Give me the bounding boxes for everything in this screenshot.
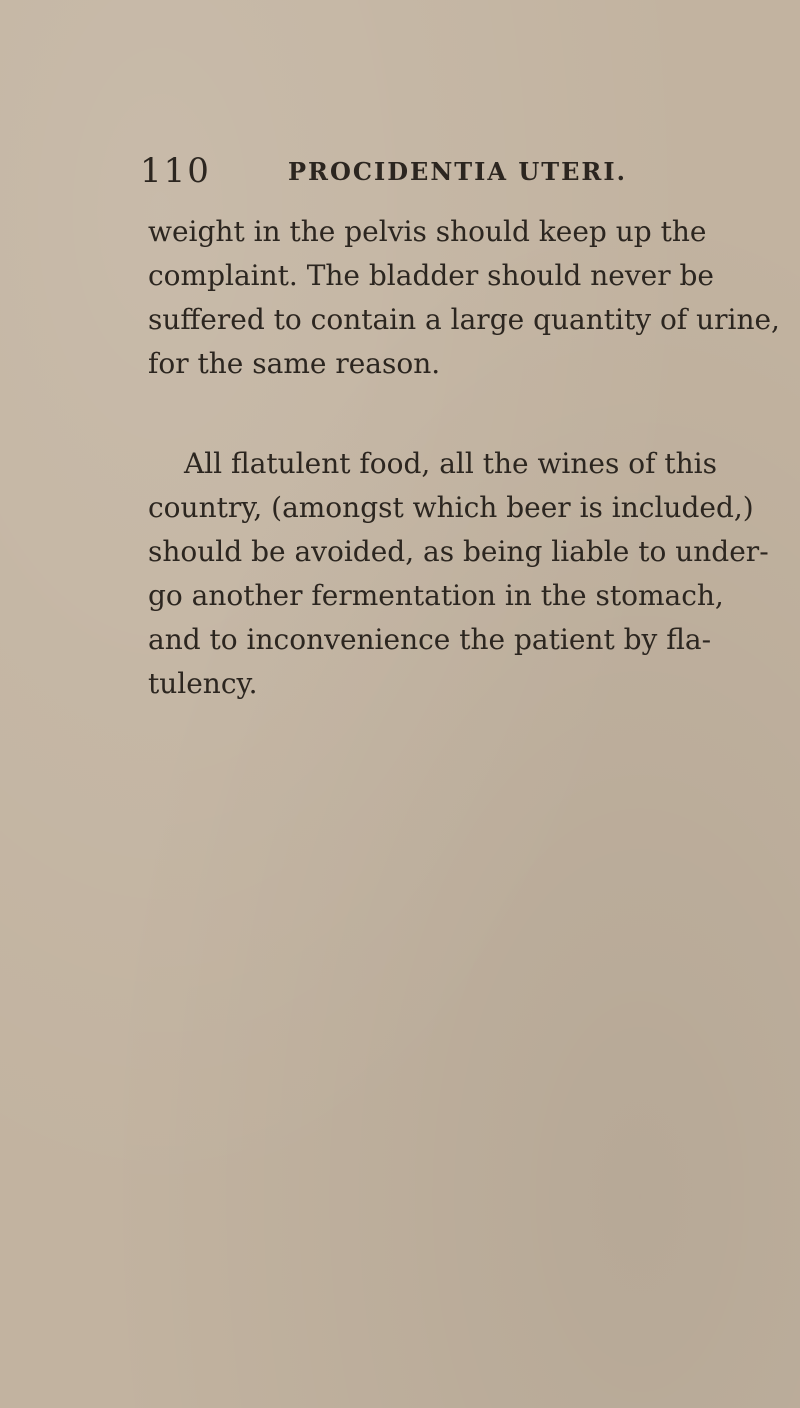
body-text [148,210,780,706]
text-line: complaint. The bladder should never be [148,259,715,292]
paragraph-2 [148,442,769,706]
text-line: weight in the pelvis should keep up the [148,215,707,248]
text-line: and to inconvenience the patient by fla- [148,623,712,656]
text-line: suffered to contain a large quantity of urine, [148,303,780,336]
text-line: should be avoided, as being liable to under- [148,535,769,568]
text-line: tulency. [148,667,258,700]
text-line: country, (amongst which beer is included,) [148,491,754,524]
running-head-title: PROCIDENTIA UTERI. [288,157,627,186]
paragraph-1 [148,210,780,386]
running-head [120,146,720,196]
text-line: go another fermentation in the stomach, [148,579,724,612]
page-number: 110 [140,151,211,191]
paragraph-spacer [148,386,704,442]
text-line: All flatulent food, all the wines of this [184,447,717,480]
text-line: for the same reason. [148,347,441,380]
